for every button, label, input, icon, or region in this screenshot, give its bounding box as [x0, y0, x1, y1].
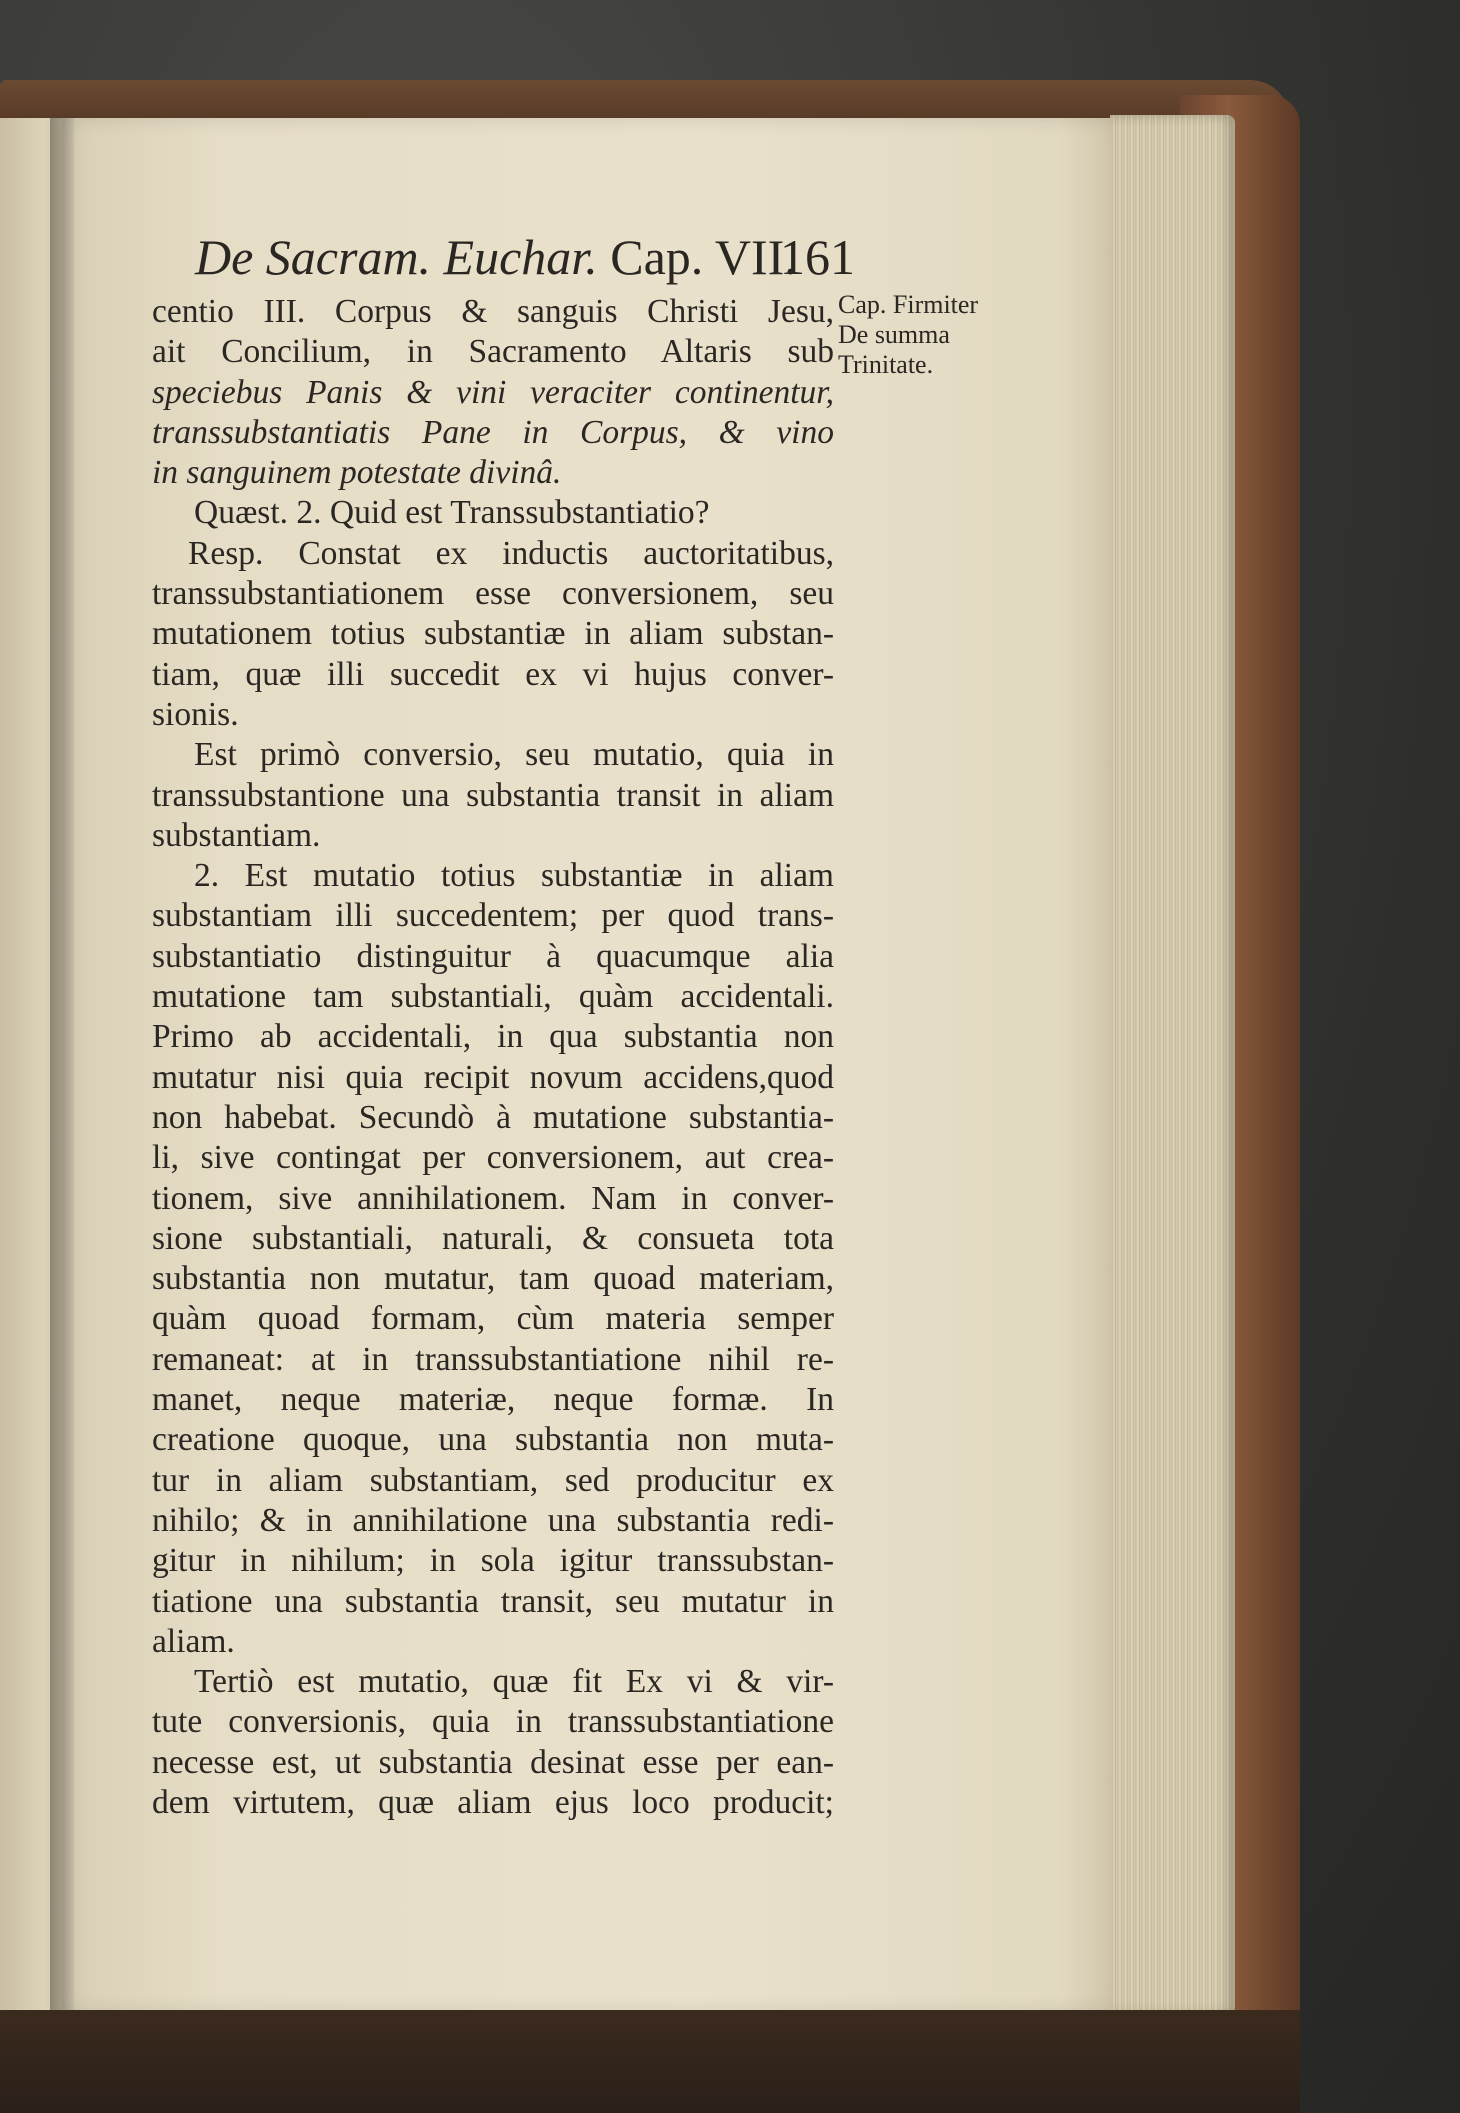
- margin-note-line: De summa: [838, 320, 950, 349]
- text-line: transsubstantione una substantia transit in aliam: [152, 776, 834, 814]
- question-line: Quæst. 2. Quid est Transsubstantiatio?: [194, 494, 710, 532]
- text-line: Resp. Constat ex inductis auctoritatibus,: [188, 534, 834, 572]
- text-line: dem virtutem, quæ aliam ejus loco producit;: [152, 1783, 834, 1821]
- text-line: aliam.: [152, 1622, 235, 1660]
- text-line: nihilo; & in annihilatione una substantia redi-: [152, 1501, 834, 1539]
- page-number: 161: [780, 229, 855, 285]
- text-line: mutatur nisi quia recipit novum accidens,quod: [152, 1058, 834, 1096]
- text-line: manet, neque materiæ, neque formæ. In: [152, 1381, 834, 1419]
- text-line: necesse est, ut substantia desinat esse per ean-: [152, 1743, 834, 1781]
- text-line: Tertiò est mutatio, quæ fit Ex vi & vir-: [194, 1663, 834, 1701]
- text-line: quàm quoad formam, cùm materia semper: [152, 1300, 834, 1338]
- margin-note: [838, 290, 1038, 380]
- book-cover-bottom: [0, 2010, 1300, 2113]
- chapter-label: Cap. VII.: [610, 229, 797, 285]
- text-line: in sanguinem potestate divinâ.: [152, 454, 562, 492]
- text-line: centio III. Corpus & sanguis Christi Jesu,: [152, 293, 834, 330]
- text-line: tiam, quæ illi succedit ex vi hujus conver-: [152, 655, 834, 693]
- text-line: tute conversionis, quia in transsubstantiatione: [152, 1703, 834, 1741]
- text-line: speciebus Panis & vini veraciter continentur,: [152, 373, 834, 411]
- text-line: Primo ab accidentali, in qua substantia non: [152, 1018, 834, 1056]
- text-line: substantia non mutatur, tam quoad materiam,: [152, 1260, 834, 1298]
- page-body: [152, 292, 834, 1823]
- text-line: transsubstantiatis Pane in Corpus, & vino: [152, 413, 834, 451]
- text-line: creatione quoque, una substantia non muta-: [152, 1421, 834, 1459]
- text-line: substantiam illi succedentem; per quod trans-: [152, 897, 834, 935]
- text-line: remaneat: at in transsubstantiatione nihil re-: [152, 1340, 834, 1378]
- text-line: tiatione una substantia transit, seu mutatur in: [152, 1582, 834, 1620]
- text-line: substantiatio distinguitur à quacumque alia: [152, 937, 834, 975]
- text-line: sionis.: [152, 695, 239, 733]
- text-line: 2. Est mutatio totius substantiæ in aliam: [194, 857, 834, 895]
- text-line: mutatione tam substantiali, quàm accidentali.: [152, 978, 834, 1016]
- text-line: mutationem totius substantiæ in aliam substan-: [152, 615, 834, 653]
- running-title: De Sacram. Euchar.: [195, 229, 598, 285]
- text-line: sione substantiali, naturali, & consueta tota: [152, 1219, 834, 1257]
- page-edges: [1110, 115, 1235, 2015]
- text-line: gitur in nihilum; in sola igitur transsubstan-: [152, 1542, 834, 1580]
- margin-note-line: Cap. Firmiter: [838, 290, 979, 319]
- text-line: Est primò conversio, seu mutatio, quia in: [194, 736, 834, 774]
- text-line: tur in aliam substantiam, sed producitur ex: [152, 1461, 834, 1499]
- text-line: substantiam.: [152, 816, 321, 854]
- text-line: transsubstantiationem esse conversionem, seu: [152, 575, 834, 613]
- text-line: li, sive contingat per conversionem, aut crea-: [152, 1139, 834, 1177]
- text-line: non habebat. Secundò à mutatione substantia-: [152, 1098, 834, 1136]
- margin-note-line: Trinitate.: [838, 350, 934, 379]
- running-header: [195, 228, 855, 288]
- text-line: ait Concilium, in Sacramento Altaris sub: [152, 333, 834, 371]
- book-gutter: [50, 118, 74, 2013]
- text-line: tionem, sive annihilationem. Nam in conver-: [152, 1179, 834, 1217]
